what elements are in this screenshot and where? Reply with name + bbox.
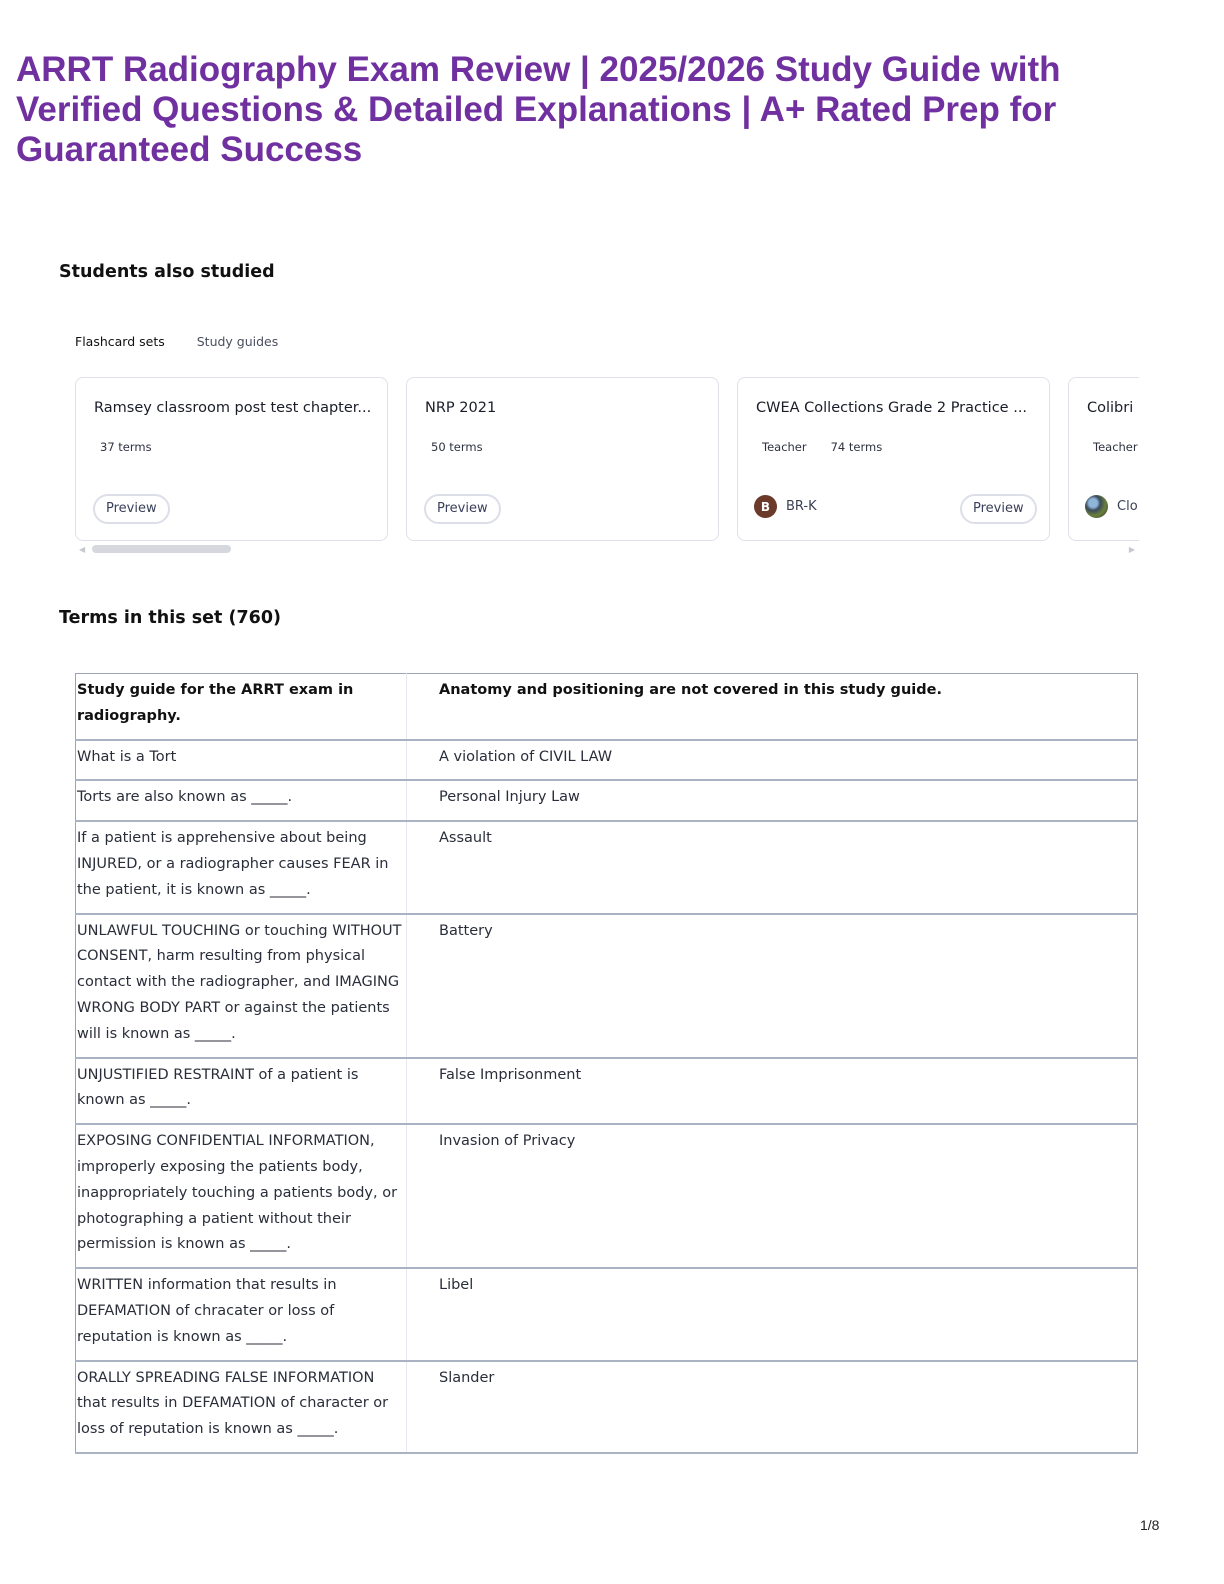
terms-table <box>75 673 1138 1454</box>
card-title: Ramsey classroom post test chapter... <box>94 400 372 416</box>
definition-cell: Invasion of Privacy <box>407 1124 1138 1268</box>
related-set-card[interactable] <box>406 377 719 541</box>
term-cell: EXPOSING CONFIDENTIAL INFORMATION, improperly exposing the patients body, inappropriately touching a patients body, or photographing a patient without their permission is known as _____. <box>76 1124 407 1268</box>
card-meta <box>100 440 152 454</box>
scroll-left-arrow-icon[interactable]: ◀ <box>79 545 86 554</box>
term-cell: What is a Tort <box>76 740 407 781</box>
students-also-studied-heading: Students also studied <box>59 262 275 282</box>
definition-cell: Libel <box>407 1268 1138 1360</box>
scroll-right-arrow-icon[interactable]: ▶ <box>1128 545 1135 554</box>
card-author[interactable] <box>1085 495 1138 518</box>
creator-role: Teacher <box>1093 440 1138 454</box>
table-row <box>76 1268 1138 1360</box>
definition-cell: Slander <box>407 1361 1138 1453</box>
term-cell: ORALLY SPREADING FALSE INFORMATION that results in DEFAMATION of character or loss of reputation is known as _____. <box>76 1361 407 1453</box>
definition-cell: Anatomy and positioning are not covered in this study guide. <box>407 674 1138 740</box>
term-cell: WRITTEN information that results in DEFAMATION of chracater or loss of reputation is known as _____. <box>76 1268 407 1360</box>
card-title: NRP 2021 <box>425 400 497 416</box>
related-sets-carousel <box>75 377 1139 543</box>
table-row <box>76 674 1138 740</box>
card-author[interactable] <box>754 495 817 518</box>
table-row <box>76 780 1138 821</box>
card-meta <box>762 440 882 454</box>
table-row <box>76 914 1138 1058</box>
term-cell: Study guide for the ARRT exam in radiography. <box>76 674 407 740</box>
related-set-card[interactable] <box>737 377 1050 541</box>
avatar <box>1085 495 1108 518</box>
preview-button[interactable]: Preview <box>424 494 501 524</box>
author-name: Clo <box>1117 499 1138 514</box>
tab-study-guides[interactable]: Study guides <box>196 334 279 349</box>
preview-button[interactable]: Preview <box>93 494 170 524</box>
terms-in-set-heading: Terms in this set (760) <box>59 608 282 628</box>
term-count: 37 terms <box>100 440 152 454</box>
table-row <box>76 1058 1138 1125</box>
term-cell: UNJUSTIFIED RESTRAINT of a patient is known as _____. <box>76 1058 407 1125</box>
author-name: BR-K <box>786 499 817 514</box>
definition-cell: Assault <box>407 821 1138 913</box>
definition-cell: Battery <box>407 914 1138 1058</box>
term-count: 74 terms <box>830 440 883 454</box>
related-set-card[interactable] <box>1068 377 1139 541</box>
table-row <box>76 740 1138 781</box>
related-tabs <box>75 334 278 349</box>
definition-cell: A violation of CIVIL LAW <box>407 740 1138 781</box>
definition-cell: Personal Injury Law <box>407 780 1138 821</box>
card-title: Colibri <box>1087 400 1134 416</box>
table-row <box>76 1361 1138 1453</box>
related-set-card[interactable] <box>75 377 388 541</box>
preview-button[interactable]: Preview <box>960 494 1037 524</box>
table-row <box>76 821 1138 913</box>
avatar: B <box>754 495 777 518</box>
term-cell: If a patient is apprehensive about being INJURED, or a radiographer causes FEAR in the patient, it is known as _____. <box>76 821 407 913</box>
tab-flashcard-sets[interactable]: Flashcard sets <box>75 334 165 349</box>
creator-role: Teacher <box>762 440 807 454</box>
term-cell: Torts are also known as _____. <box>76 780 407 821</box>
card-meta <box>431 440 483 454</box>
scrollbar-thumb[interactable] <box>92 545 231 553</box>
card-title: CWEA Collections Grade 2 Practice ... <box>756 400 1028 416</box>
term-cell: UNLAWFUL TOUCHING or touching WITHOUT CONSENT, harm resulting from physical contact with the radiographer, and IMAGING WRONG BODY PART or against the patients will is known as _____. <box>76 914 407 1058</box>
carousel-scrollbar[interactable] <box>75 545 1139 555</box>
table-row <box>76 1124 1138 1268</box>
document-title: ARRT Radiography Exam Review | 2025/2026 Study Guide with Verified Questions & Detailed Explanations | A+ Rated Prep for Guaranteed Success <box>16 50 1061 169</box>
definition-cell: False Imprisonment <box>407 1058 1138 1125</box>
page-number: 1/8 <box>1140 1517 1160 1533</box>
term-count: 50 terms <box>431 440 483 454</box>
card-meta <box>1093 440 1138 454</box>
